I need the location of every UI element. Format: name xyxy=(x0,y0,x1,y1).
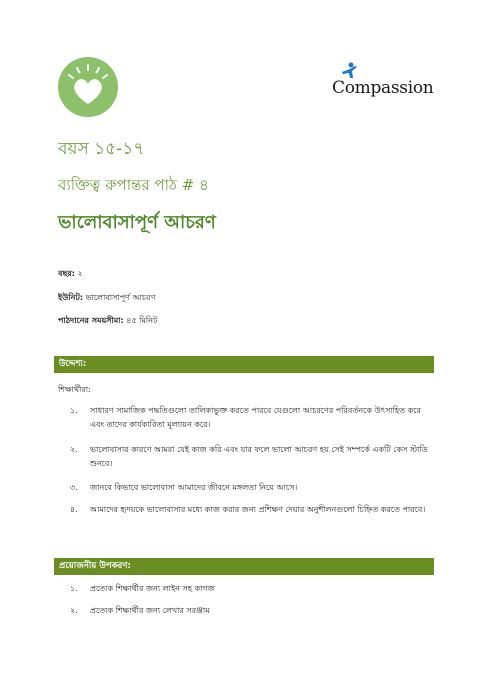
objective-number: ৩. xyxy=(70,483,78,492)
material-number: ২. xyxy=(70,606,78,615)
year-value: ২ xyxy=(77,269,83,278)
compassion-logo xyxy=(332,62,432,98)
objectives-heading: উদ্দেশ্য: xyxy=(54,356,434,373)
objectives-intro: শিক্ষার্থীরা: xyxy=(58,385,91,394)
objective-number: ২. xyxy=(70,445,78,454)
objective-text: সাধারণ সামাজিক পদ্ধতিগুলো তালিকাভুক্ত করতে পারবে যেগুলো আচরণের পরিবর্তনকে উৎসাহিত করে এবং তাদের কার্যকারিতা মূল্যায়ন করে। xyxy=(90,406,421,429)
objective-text: জানবে কিভাবে ভালোবাসা আমাদের জীবনে মঙ্গলতা নিয়ে আসে। xyxy=(90,483,298,492)
material-text: প্রত্যেক শিক্ষার্থীর জন্য লাইন সহ কাগজ xyxy=(90,584,215,593)
meta-unit xyxy=(58,292,155,305)
material-number: ১. xyxy=(70,584,78,593)
brand-name: Compassion xyxy=(332,78,434,98)
material-text: প্রত্যেক শিক্ষার্থীর জন্য লেখার সরঞ্জাম xyxy=(90,606,210,615)
meta-year xyxy=(58,268,83,281)
year-label: বছর: xyxy=(58,269,75,278)
unit-label: ইউনিট: xyxy=(58,293,84,302)
objective-number: ১. xyxy=(70,406,78,415)
meta-time xyxy=(58,315,157,328)
objective-number: ৪. xyxy=(70,505,78,514)
time-label: পাঠদানের সময়সীমা: xyxy=(58,316,124,325)
time-value: ৪৫ মিনিট xyxy=(126,316,158,325)
lesson-number: ব্যক্তিত্ব রুপান্তর পাঠ # ৪ xyxy=(58,176,209,194)
age-range: বয়স ১৫-১৭ xyxy=(58,139,145,159)
heart-logo xyxy=(58,57,118,117)
materials-heading: প্রয়োজনীয় উপকরণ: xyxy=(54,558,434,575)
heart-icon xyxy=(58,57,118,117)
objective-text: ভালোবাসার কারণে আমরা যেই কাজ করি এবং যার ফলে ভালো আচরণ হয় সেই সম্পর্কে একটি কেস স্টাডি শুনবে। xyxy=(90,445,428,468)
objective-text: আমাদের হৃদয়কে ভালোবাসার মধ্যে কাজ করার জন্য প্রশিক্ষণ দেয়ার অনুশীলনগুলো চিহ্নিত করতে পারবে। xyxy=(90,505,426,514)
unit-value: ভালোবাসাপূর্ণ আচরণ xyxy=(85,293,156,302)
lesson-title: ভালোবাসাপূর্ণ আচরণ xyxy=(58,212,216,233)
